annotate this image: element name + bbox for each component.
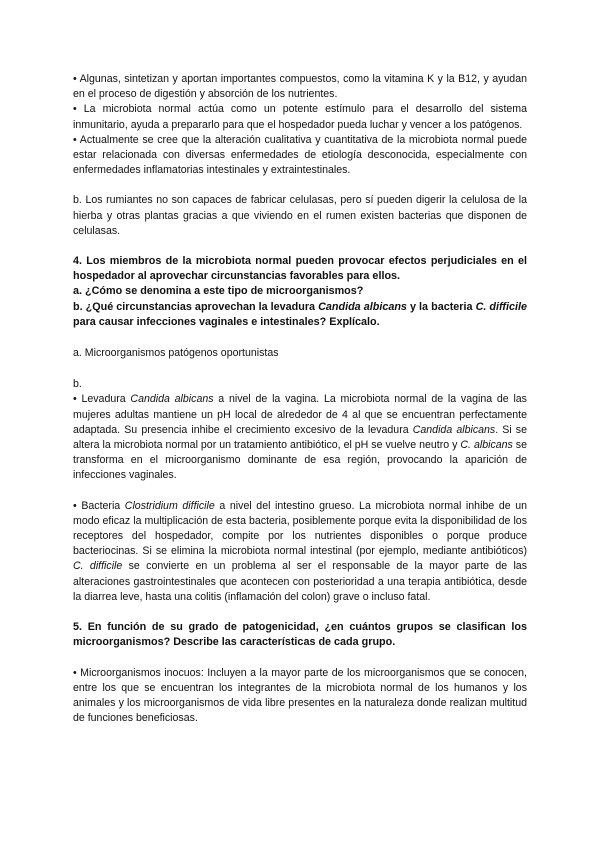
species-cdifficile: C. difficile [73,560,123,573]
species-candida: Candida albicans [412,423,496,436]
candida-text: • Levadura [73,393,131,406]
answer-4-b-label: b. [73,378,82,391]
microbiota-benefits-list [73,72,527,178]
species-cdifficile: C. difficile [475,300,528,313]
question-4-a: a. ¿Cómo se denomina a este tipo de microorganismos? [73,285,364,298]
paragraph-ruminants: b. Los rumiantes no son capaces de fabricar celulasas, pero sí pueden digerir la celulosa de la hierba y otras plantas gracias a que viviendo en el rumen existen bacterias que disponen de celulasas. [73,194,527,237]
question-5-text: 5. En función de su grado de patogenicidad, ¿en cuántos grupos se clasifican los microorganismos? Describe las características de cada grupo. [73,621,527,649]
candida-text: a nivel de la vagina. La microbiota normal de la vagina de las mujeres adultas mantiene un pH local de alrededor de 4 al que se encuentran perfectamente adaptada. Su presencia inhibe el crecimiento excesivo de la levadura [73,393,527,436]
paragraph-candida [73,392,527,483]
species-candida: C. albicans [460,439,513,452]
question-4-b [73,300,527,330]
question-4-b-text: y la bacteria [406,300,476,313]
paragraph-vitamins: • Algunas, sintetizan y aportan importantes compuestos, como la vitamina K y la B12, y ayudan en el proceso de digestión y absorción de los nutrientes. [73,73,527,101]
species-clostridium: Clostridium difficile [124,499,215,512]
candida-text: . Si se altera la microbiota normal por un tratamiento antibiótico, el pH se vuelve neutro y [73,423,527,452]
paragraph-harmless-microorganisms: • Microorganismos inocuos: Incluyen a la mayor parte de los microorganismos que se conocen, entre los que se encuentran los integrantes de la microbiota normal de los humanos y los animales y los microorganismos de vida libre presentes en la naturaleza donde realizan multitud de funciones beneficiosas. [73,666,527,725]
clostridium-text: a nivel del intestino grueso. La microbiota normal inhibe de un modo eficaz la multiplicación de esta bacteria, posiblemente porque evita la disponibilidad de los receptores del hospedador, compite por los nutrientes disponibles o porque produce bacteriocinas. Si se elimina la microbiota normal intestinal (por ejemplo, mediante antibióticos) [73,499,527,558]
question-5 [73,620,527,650]
question-4-b-text: para causar infecciones vaginales e intestinales? Explícalo. [73,315,380,328]
paragraph-clostridium [73,499,527,605]
clostridium-text: • Bacteria [73,499,125,512]
paragraph-disease-relation: • Actualmente se cree que la alteración cualitativa y cuantitativa de la microbiota normal puede estar relacionada con diversas enfermedades de etiología desconocida, especialmente con enfermedades inflamatorias intestinales y extraintestinales. [73,133,527,177]
question-4-b-text: b. ¿Qué circunstancias aprovechan la levadura [73,300,319,313]
paragraph-immune-system: • La microbiota normal actúa como un potente estímulo para el desarrollo del sistema inmunitario, ayuda a prepararlo para que el hospedador pueda luchar y vencer a los patógenos. [73,103,527,131]
question-4 [73,254,527,330]
species-candida: Candida albicans [130,393,214,406]
question-4-intro: 4. Los miembros de la microbiota normal pueden provocar efectos perjudiciales en el hospedador al aprovechar circunstancias favorables para ellos. [73,255,527,283]
candida-text: se transforma en el microorganismo dominante de esa región, provocando la aparición de infecciones vaginales. [73,439,527,482]
clostridium-text: se convierte en un problema al ser el responsable de la mayor parte de las alteraciones gastrointestinales que acontecen con posterioridad a una terapia antibiótica, desde la diarrea leve, hasta una colitis (inflamación del colon) grave o incluso fatal. [73,560,527,603]
answer-4-a: a. Microorganismos patógenos oportunistas [73,347,279,360]
species-candida: Candida albicans [318,300,407,313]
